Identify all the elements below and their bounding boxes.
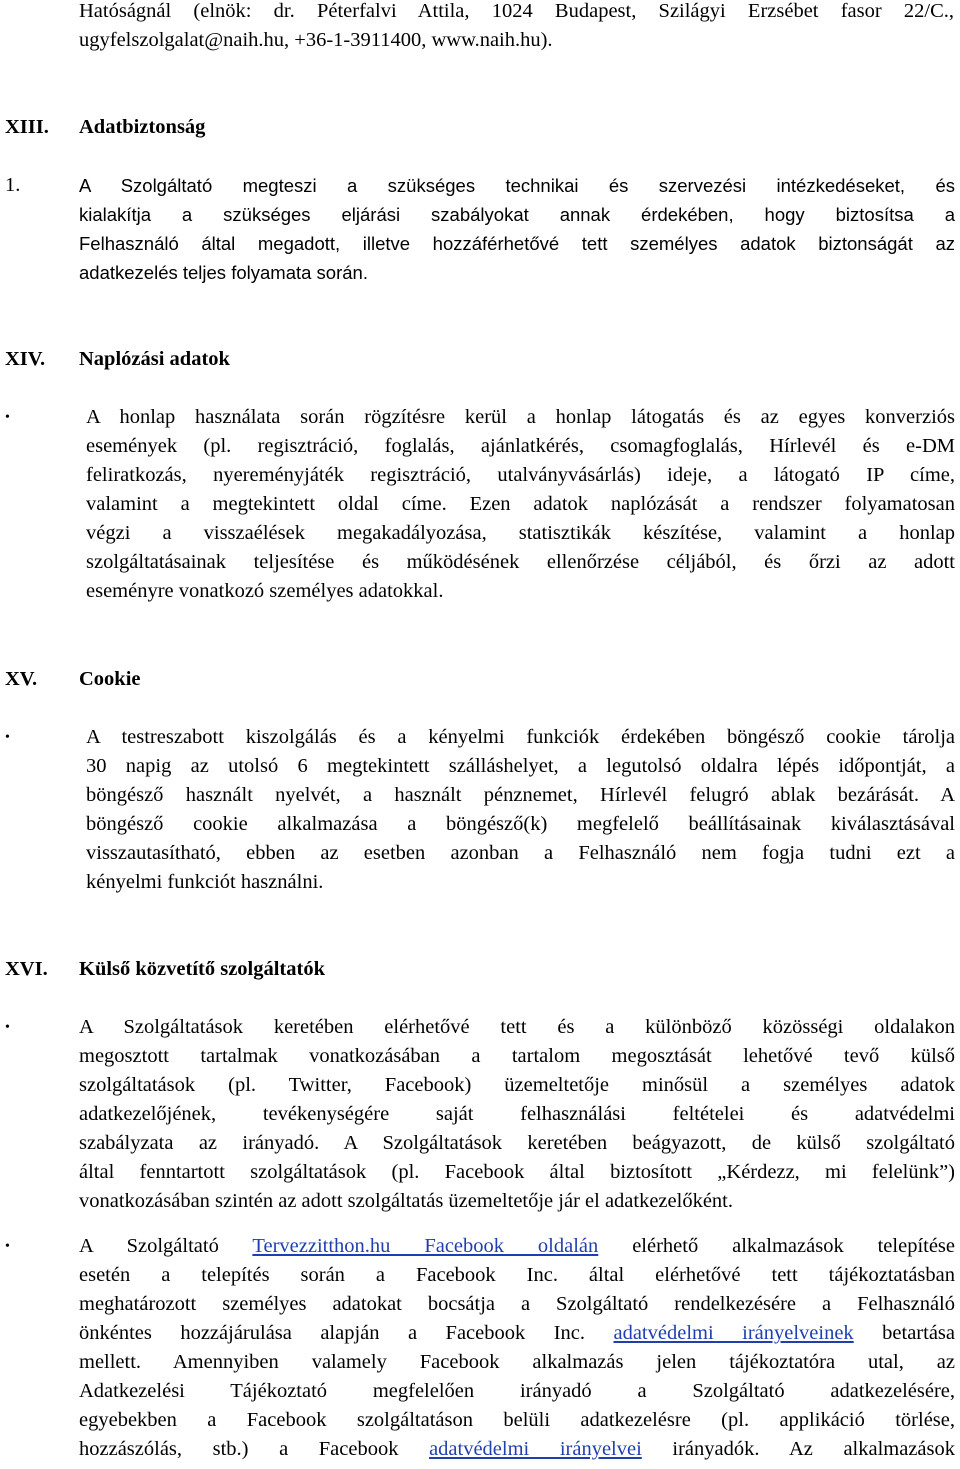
privacy-guidelines-link[interactable]: adatvédelmi irányelvei — [429, 1438, 642, 1460]
paragraph-line: egyebekben a Facebook szolgáltatáson belüli adatkezelésre (pl. applikáció törlése, — [79, 1409, 955, 1431]
section-title: Külső közvetítő szolgáltatók — [79, 958, 325, 980]
paragraph-line: valamint a megtekintett oldal címe. Ezen adatok naplózását a rendszer folyamatosan — [86, 493, 955, 515]
paragraph-line: által fenntartott szolgáltatások (pl. Facebook által biztosított „Kérdezz, mi felelünk”) — [79, 1161, 955, 1183]
privacy-policy-link[interactable]: adatvédelmi irányelveinek — [613, 1322, 854, 1344]
paragraph-line: adatkezelőjének, tevékenységére saját felhasználási feltételei és adatvédelmi — [79, 1103, 955, 1125]
paragraph-line — [79, 1435, 955, 1464]
paragraph-line: A honlap használata során rögzítésre kerül a honlap látogatás és az egyes konverziós — [86, 406, 955, 428]
paragraph-line: esetén a telepítés során a Facebook Inc. által elérhetővé tett tájékoztatásban — [79, 1264, 955, 1286]
text-span: hozzászólás, stb.) a Facebook — [79, 1438, 399, 1460]
text-span: betartása — [882, 1322, 955, 1344]
paragraph-line: A Szolgáltató megteszi a szükséges technikai és szervezési intézkedéseket, és — [79, 175, 955, 196]
intro-line: Hatóságnál (elnök: dr. Péterfalvi Attila, 1024 Budapest, Szilágyi Erzsébet fasor 22/C., — [79, 0, 954, 22]
paragraph-line: események (pl. regisztráció, foglalás, ajánlatkérés, csomagfoglalás, Hírlevél és e-DM — [86, 435, 955, 457]
paragraph-line — [79, 1232, 955, 1261]
item-number: 1. — [5, 174, 21, 196]
section-number: XIV. — [5, 348, 46, 370]
paragraph-line: adatkezelés teljes folyamata során. — [79, 262, 368, 283]
paragraph-line: mellett. Amennyiben valamely Facebook alkalmazás jelen tájékoztatóra utal, az — [79, 1351, 955, 1373]
paragraph-line: böngésző használt nyelvét, a használt pénznemet, Hírlevél felugró ablak bezárását. A — [86, 784, 955, 806]
paragraph-line: megosztott tartalmak vonatkozásában a tartalom megosztását lehetővé tevő külső — [79, 1045, 955, 1067]
paragraph-line: kényelmi funkciót használni. — [86, 871, 324, 893]
paragraph-line: A testreszabott kiszolgálás és a kényelmi funkciók érdekében böngésző cookie tárolja — [86, 726, 955, 748]
bullet-marker: • — [5, 410, 10, 425]
paragraph-line: kialakítja a szükséges eljárási szabályokat annak érdekében, hogy biztosítsa a — [79, 204, 955, 225]
paragraph-line: Adatkezelési Tájékoztató megfelelően irányadó a Szolgáltató adatkezelésére, — [79, 1380, 955, 1402]
paragraph-line: böngésző cookie alkalmazása a böngésző(k) megfelelő beállításainak kiválasztásával — [86, 813, 955, 835]
paragraph-line: szolgáltatásainak teljesítése és működésének ellenőrzése céljából, és őrzi az adott — [86, 551, 955, 573]
paragraph-line: feliratkozás, nyereményjáték regisztráció, utalványvásárlás) ideje, a látogató IP címe, — [86, 464, 955, 486]
intro-line: ugyfelszolgalat@naih.hu, +36-1-3911400, www.naih.hu). — [79, 29, 553, 51]
paragraph-line: szabályzata az irányadó. A Szolgáltatások keretében beágyazott, de külső szolgáltató — [79, 1132, 955, 1154]
section-number: XV. — [5, 668, 38, 690]
facebook-page-link[interactable]: Tervezzitthon.hu Facebook oldalán — [252, 1235, 599, 1257]
section-number: XVI. — [5, 958, 48, 980]
text-span: irányadók. Az alkalmazások — [672, 1438, 955, 1460]
text-span: elérhető alkalmazások telepítése — [632, 1235, 955, 1257]
paragraph-line: eseményre vonatkozó személyes adatokkal. — [86, 580, 444, 602]
paragraph-line: végzi a visszaélések megakadályozása, statisztikák készítése, valamint a honlap — [86, 522, 955, 544]
paragraph-line: szolgáltatások (pl. Twitter, Facebook) üzemeltetője minősül a személyes adatok — [79, 1074, 955, 1096]
paragraph-line: visszautasítható, ebben az esetben azonban a Felhasználó nem fogja tudni ezt a — [86, 842, 955, 864]
paragraph-line: A Szolgáltatások keretében elérhetővé tett és a különböző közösségi oldalakon — [79, 1016, 955, 1038]
bullet-marker: • — [5, 1239, 10, 1254]
paragraph-line — [79, 1319, 955, 1348]
section-title: Naplózási adatok — [79, 348, 230, 370]
section-number: XIII. — [5, 116, 49, 138]
text-span: önkéntes hozzájárulása alapján a Facebook Inc. — [79, 1322, 586, 1344]
paragraph-line: Felhasználó által megadott, illetve hozzáférhetővé tett személyes adatok biztonságát az — [79, 233, 955, 254]
text-span: A Szolgáltató — [79, 1235, 219, 1257]
paragraph-line: 30 napig az utolsó 6 megtekintett szálláshelyet, a legutolsó oldalra lépés időpontját, a — [86, 755, 955, 777]
section-title: Adatbiztonság — [79, 116, 206, 138]
paragraph-line: meghatározott személyes adatokat bocsátja a Szolgáltató rendelkezésére a Felhasználó — [79, 1293, 955, 1315]
section-title: Cookie — [79, 668, 141, 690]
bullet-marker: • — [5, 730, 10, 745]
bullet-marker: • — [5, 1020, 10, 1035]
paragraph-line: vonatkozásában szintén az adott szolgáltatás üzemeltetője jár el adatkezelőként. — [79, 1190, 733, 1212]
